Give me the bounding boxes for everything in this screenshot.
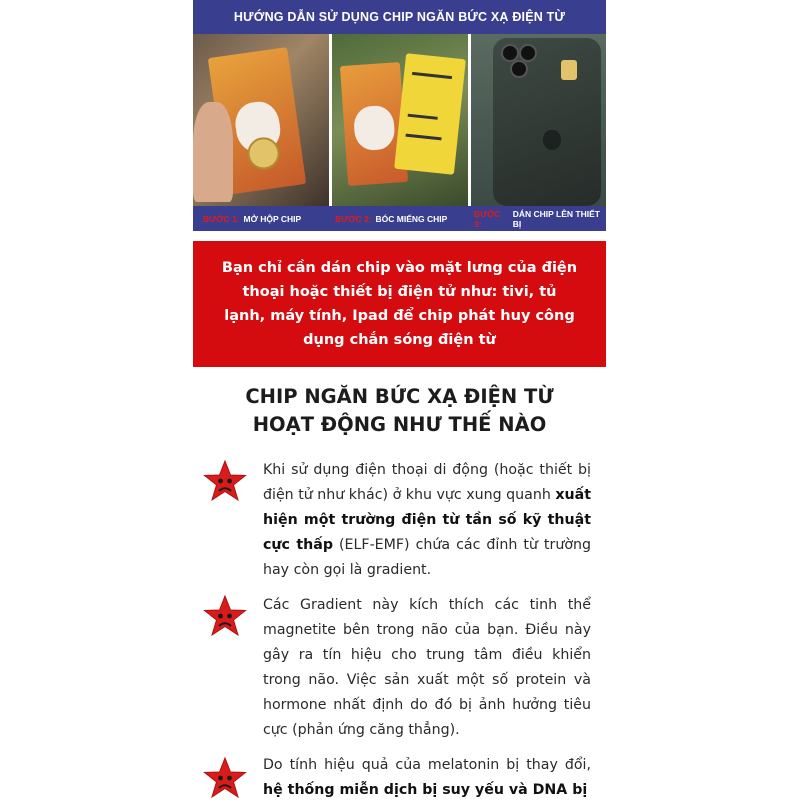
section-heading: [193, 383, 606, 439]
item-text: Khi sử dụng điện thoại di động (hoặc thiết bị điện tử như khác) ở khu vực xung quanh xuất hiện một trường điện từ tần số kỹ thuật cực thấp (ELF-EMF) chứa các đỉnh từ trường hay còn gọi là gradient.: [263, 462, 591, 578]
product-page: [193, 0, 606, 800]
item-highlight: hệ thống miễn dịch bị suy yếu và DNA bị: [263, 782, 588, 798]
notice-text: Bạn chỉ cần dán chip vào mặt lưng của điện thoại hoặc thiết bị điện tử như: tivi, tủ lạnh, máy tính, Ipad để chip phát huy công dụng chắn sóng điện từ: [221, 260, 578, 348]
heading-line-1: CHIP NGĂN BỨC XẠ ĐIỆN TỪ: [245, 385, 554, 408]
step-label: DÁN CHIP LÊN THIẾT BỊ: [512, 208, 600, 229]
step-number: BƯỚC 1:: [203, 213, 240, 224]
usage-guide-banner: HƯỚNG DẪN SỬ DỤNG CHIP NGĂN BỨC XẠ ĐIỆN TỪ: [193, 0, 606, 34]
photo-stick-chip: [471, 34, 606, 206]
sad-star-icon: [202, 458, 248, 504]
steps-bar: [193, 206, 606, 231]
item-text: Do tính hiệu quả của melatonin bị thay đổi, hệ thống miễn dịch bị suy yếu và DNA bị: [263, 757, 591, 798]
step-label: MỞ HỘP CHIP: [243, 213, 302, 224]
step-number: BƯỚC 2:: [335, 213, 372, 224]
photo-open-box: [193, 34, 329, 206]
hand-image: [193, 102, 233, 202]
step-label: BÓC MIẾNG CHIP: [375, 213, 448, 224]
notice-box: [193, 241, 606, 367]
step-number: BƯỚC 3:: [474, 208, 501, 229]
apple-logo-icon: [543, 130, 561, 150]
photo-peel-chip: [332, 34, 468, 206]
heading-line-2: HOẠT ĐỘNG NHƯ THẾ NÀO: [252, 413, 547, 436]
lucky-cat-image: [353, 105, 396, 152]
step-1: [203, 206, 301, 231]
sad-star-icon: [202, 593, 248, 639]
phone-image: [493, 38, 601, 206]
step-3: [474, 206, 606, 231]
step-photos: [193, 34, 606, 206]
item-highlight: xuất hiện một trường điện từ tần số kỹ thuật cực thấp: [263, 487, 591, 553]
chip-card-image: [394, 53, 466, 175]
step-2: [335, 206, 447, 231]
item-text: Các Gradient này kích thích các tinh thể magnetite bên trong não của bạn. Điều này gây ra tín hiệu cho trung tâm điều khiển trong não. Việc sản xuất một số protein và hormone nhất định do đó bị ảnh hưởng tiêu cực (phản ứng căng thẳng).: [263, 597, 591, 738]
chip-image: [561, 60, 577, 80]
sad-star-icon: [202, 755, 248, 800]
